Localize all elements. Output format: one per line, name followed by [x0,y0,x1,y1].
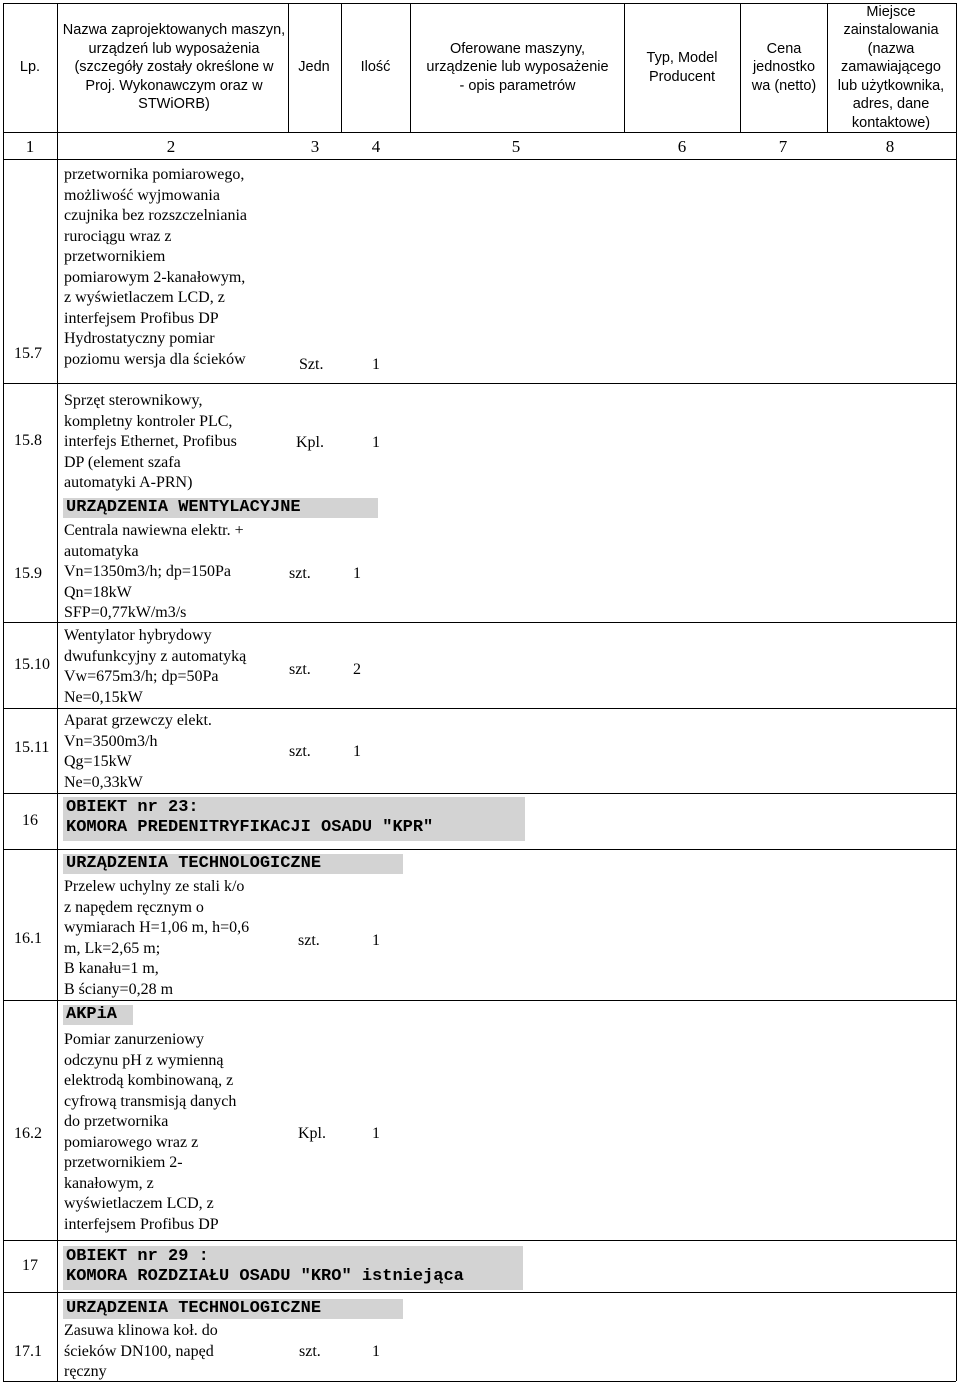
row-unit: Kpl. [298,1125,326,1142]
row-description: Wentylator hybrydowy dwufunkcyjny z automatyką Vw=675m3/h; dp=50Pa Ne=0,15kW [64,627,247,706]
row-qty: 1 [372,356,380,373]
row-unit: szt. [289,661,311,678]
header-unit: Jedn [298,59,330,76]
row-lp: 17.1 [14,1343,42,1360]
column-number: 5 [511,137,521,156]
header-price: Cena jednostko wa (netto) [751,40,817,94]
row-lp: 16.1 [14,930,42,947]
object-heading: OBIEKT nr 23: KOMORA PREDENITRYFIKACJI OSADU "KPR" [66,798,434,837]
row-unit: szt. [299,1343,321,1360]
row-unit: szt. [289,743,311,760]
row-lp: 15.8 [14,432,42,449]
row-lp: 15.9 [14,565,42,582]
row-lp: 16 [22,812,38,829]
row-description: Przelew uchylny ze stali k/o z napędem ręcznym o wymiarach H=1,06 m, h=0,6 m, Lk=2,65 m; B kanału=1 m, B ściany=0,28 m [64,878,250,998]
row-unit: Szt. [299,356,324,373]
row-qty: 1 [372,1125,380,1142]
column-number: 4 [371,137,381,156]
column-number: 2 [166,137,176,156]
header-lp: Lp. [19,59,41,76]
row-description: Centrala nawiewna elektr. + automatyka Vn=1350m3/h; dp=150Pa Qn=18kW SFP=0,77kW/m3/s [64,522,244,621]
header-name: Nazwa zaprojektowanych maszyn, urządzeń lub wyposażenia (szczegóły zostały określone w Proj. Wykonawczym oraz w STWiORB) [62,22,286,113]
row-description: Zasuwa klinowa koł. do ścieków DN100, napęd ręczny [64,1322,218,1380]
row-qty: 1 [372,1343,380,1360]
header-place: Miejsce zainstalowania (nazwa zamawiającego lub użytkownika, adres, dane kontaktowe) [837,3,945,131]
header-qty: Ilość [360,59,391,76]
row-description: przetwornika pomiarowego, możliwość wyjmowania czujnika bez rozszczelniania rurociągu wraz z przetwornikiem pomiarowym 2-kanałowym, z wyświetlaczem LCD, z interfejsem Profibus DP Hydrostatyczny pomiar poziomu wersja dla ścieków [64,166,247,368]
section-heading: URZĄDZENIA WENTYLACYJNE [66,498,301,517]
column-number: 1 [25,137,35,156]
row-description: Sprzęt sterownikowy, kompletny kontroler PLC, interfejs Ethernet, Profibus DP (element szafa automatyki A-PRN) [64,392,237,491]
section-heading: URZĄDZENIA TECHNOLOGICZNE [66,854,322,873]
object-heading: OBIEKT nr 29 : KOMORA ROZDZIAŁU OSADU "KRO" istniejąca [66,1247,464,1286]
row-lp: 16.2 [14,1125,42,1142]
row-qty: 2 [353,661,361,678]
row-qty: 1 [353,743,361,760]
column-number: 3 [310,137,320,156]
header-model: Typ, Model Producent [646,50,718,85]
column-number: 7 [778,137,788,156]
row-lp: 15.10 [14,656,50,673]
row-lp: 15.7 [14,345,42,362]
row-unit: szt. [298,932,320,949]
row-description: Pomiar zanurzeniowy odczynu pH z wymienną elektrodą kombinowaną, z cyfrową transmisją danych do przetwornika pomiarowego wraz z przetwornikiem 2- kanałowym, z wyświetlaczem LCD, z interfejsem Profibus DP [64,1031,237,1233]
header-offered: Oferowane maszyny, urządzenie lub wyposażenie - opis parametrów [426,40,609,94]
row-qty: 1 [353,565,361,582]
row-lp: 15.11 [14,739,50,756]
row-unit: szt. [289,565,311,582]
row-qty: 1 [372,434,380,451]
column-number: 6 [677,137,687,156]
section-heading: AKPiA [66,1005,118,1024]
row-description: Aparat grzewczy elekt. Vn=3500m3/h Qg=15kW Ne=0,33kW [64,712,212,791]
column-number: 8 [885,137,895,156]
row-unit: Kpl. [296,434,324,451]
row-lp: 17 [22,1257,38,1274]
section-heading: URZĄDZENIA TECHNOLOGICZNE [66,1299,322,1318]
row-qty: 1 [372,932,380,949]
